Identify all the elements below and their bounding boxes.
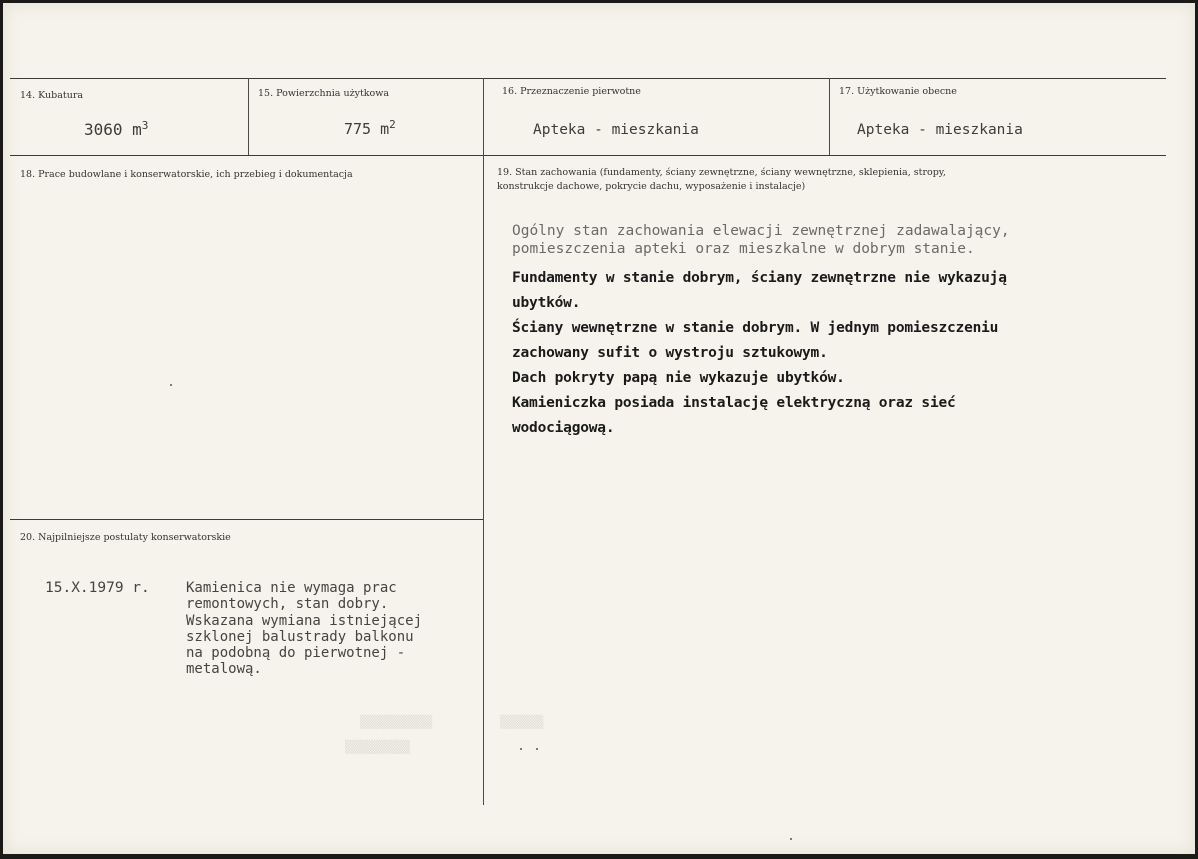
field-20-line: metalową. — [186, 661, 262, 678]
field-20-line: szklonej balustrady balkonu — [186, 628, 414, 645]
divider-16-17 — [829, 78, 830, 155]
bleed-through-stamp: ▒▒▒▒▒▒▒▒▒ — [345, 740, 411, 754]
bleed-through-stamp: ▒▒▒▒▒▒ — [500, 715, 544, 729]
rule-section-20 — [10, 519, 483, 520]
field-14-unit-exp: 3 — [141, 119, 149, 132]
ink-speck — [536, 748, 538, 750]
field-15-number: 775 m — [344, 120, 390, 138]
field-19-line: zachowany sufit o wystroju sztukowym. — [512, 345, 828, 361]
field-16-value: Apteka - mieszkania — [533, 122, 699, 138]
field-19-line: pomieszczenia apteki oraz mieszkalne w dobrym stanie. — [512, 241, 975, 257]
bleed-through-stamp: ▒▒▒▒▒▒▒▒▒▒ — [360, 715, 433, 729]
field-19-line: Ściany wewnętrzne w stanie dobrym. W jednym pomieszczeniu — [512, 320, 999, 336]
field-19-line: wodociągową. — [512, 420, 615, 436]
field-20-line: remontowych, stan dobry. — [186, 596, 389, 613]
rule-top — [10, 78, 1166, 79]
field-14-label: 14. Kubatura — [20, 90, 84, 101]
divider-14-15 — [248, 78, 249, 155]
field-19-line: Fundamenty w stanie dobrym, ściany zewnętrzne nie wykazują — [512, 270, 1007, 286]
field-20-text — [186, 580, 422, 678]
field-20-line: Kamienica nie wymaga prac — [186, 580, 397, 596]
field-19-line: Dach pokryty papą nie wykazuje ubytków. — [512, 370, 845, 386]
field-15-label: 15. Powierzchnia użytkowa — [258, 88, 390, 99]
rule-mid — [10, 155, 1166, 156]
field-19-label-line1: 19. Stan zachowania (fundamenty, ściany zewnętrzne, ściany wewnętrzne, sklepienia, stropy, — [497, 167, 946, 178]
field-19-line: Ogólny stan zachowania elewacji zewnętrznej zadawalający, — [512, 223, 1010, 239]
field-17-label: 17. Użytkowanie obecne — [839, 86, 957, 97]
field-16-label: 16. Przeznaczenie pierwotne — [502, 86, 641, 97]
field-20-date: 15.X.1979 r. — [45, 580, 150, 596]
field-18-label: 18. Prace budowlane i konserwatorskie, ich przebieg i dokumentacja — [20, 169, 353, 180]
ink-speck — [790, 838, 792, 840]
ink-speck — [520, 748, 522, 750]
field-15-value — [344, 120, 396, 138]
field-19-line: ubytków. — [512, 295, 581, 311]
field-19-text — [512, 222, 1010, 441]
field-15-unit-exp: 2 — [389, 118, 396, 131]
field-19-label-line2: konstrukcje dachowe, pokrycie dachu, wyposażenie i instalacje) — [497, 181, 806, 192]
field-17-value: Apteka - mieszkania — [857, 122, 1023, 138]
field-20-line: na podobną do pierwotnej - — [186, 645, 406, 662]
field-19-line: Kamieniczka posiada instalację elektryczną oraz sieć — [512, 395, 956, 411]
field-14-value — [84, 120, 148, 139]
divider-15-16 — [483, 78, 484, 805]
field-20-label: 20. Najpilniejsze postulaty konserwatorskie — [20, 532, 231, 543]
field-20-line: Wskazana wymiana istniejącej — [186, 612, 423, 629]
field-14-number: 3060 m — [84, 120, 142, 139]
ink-speck — [170, 384, 172, 386]
